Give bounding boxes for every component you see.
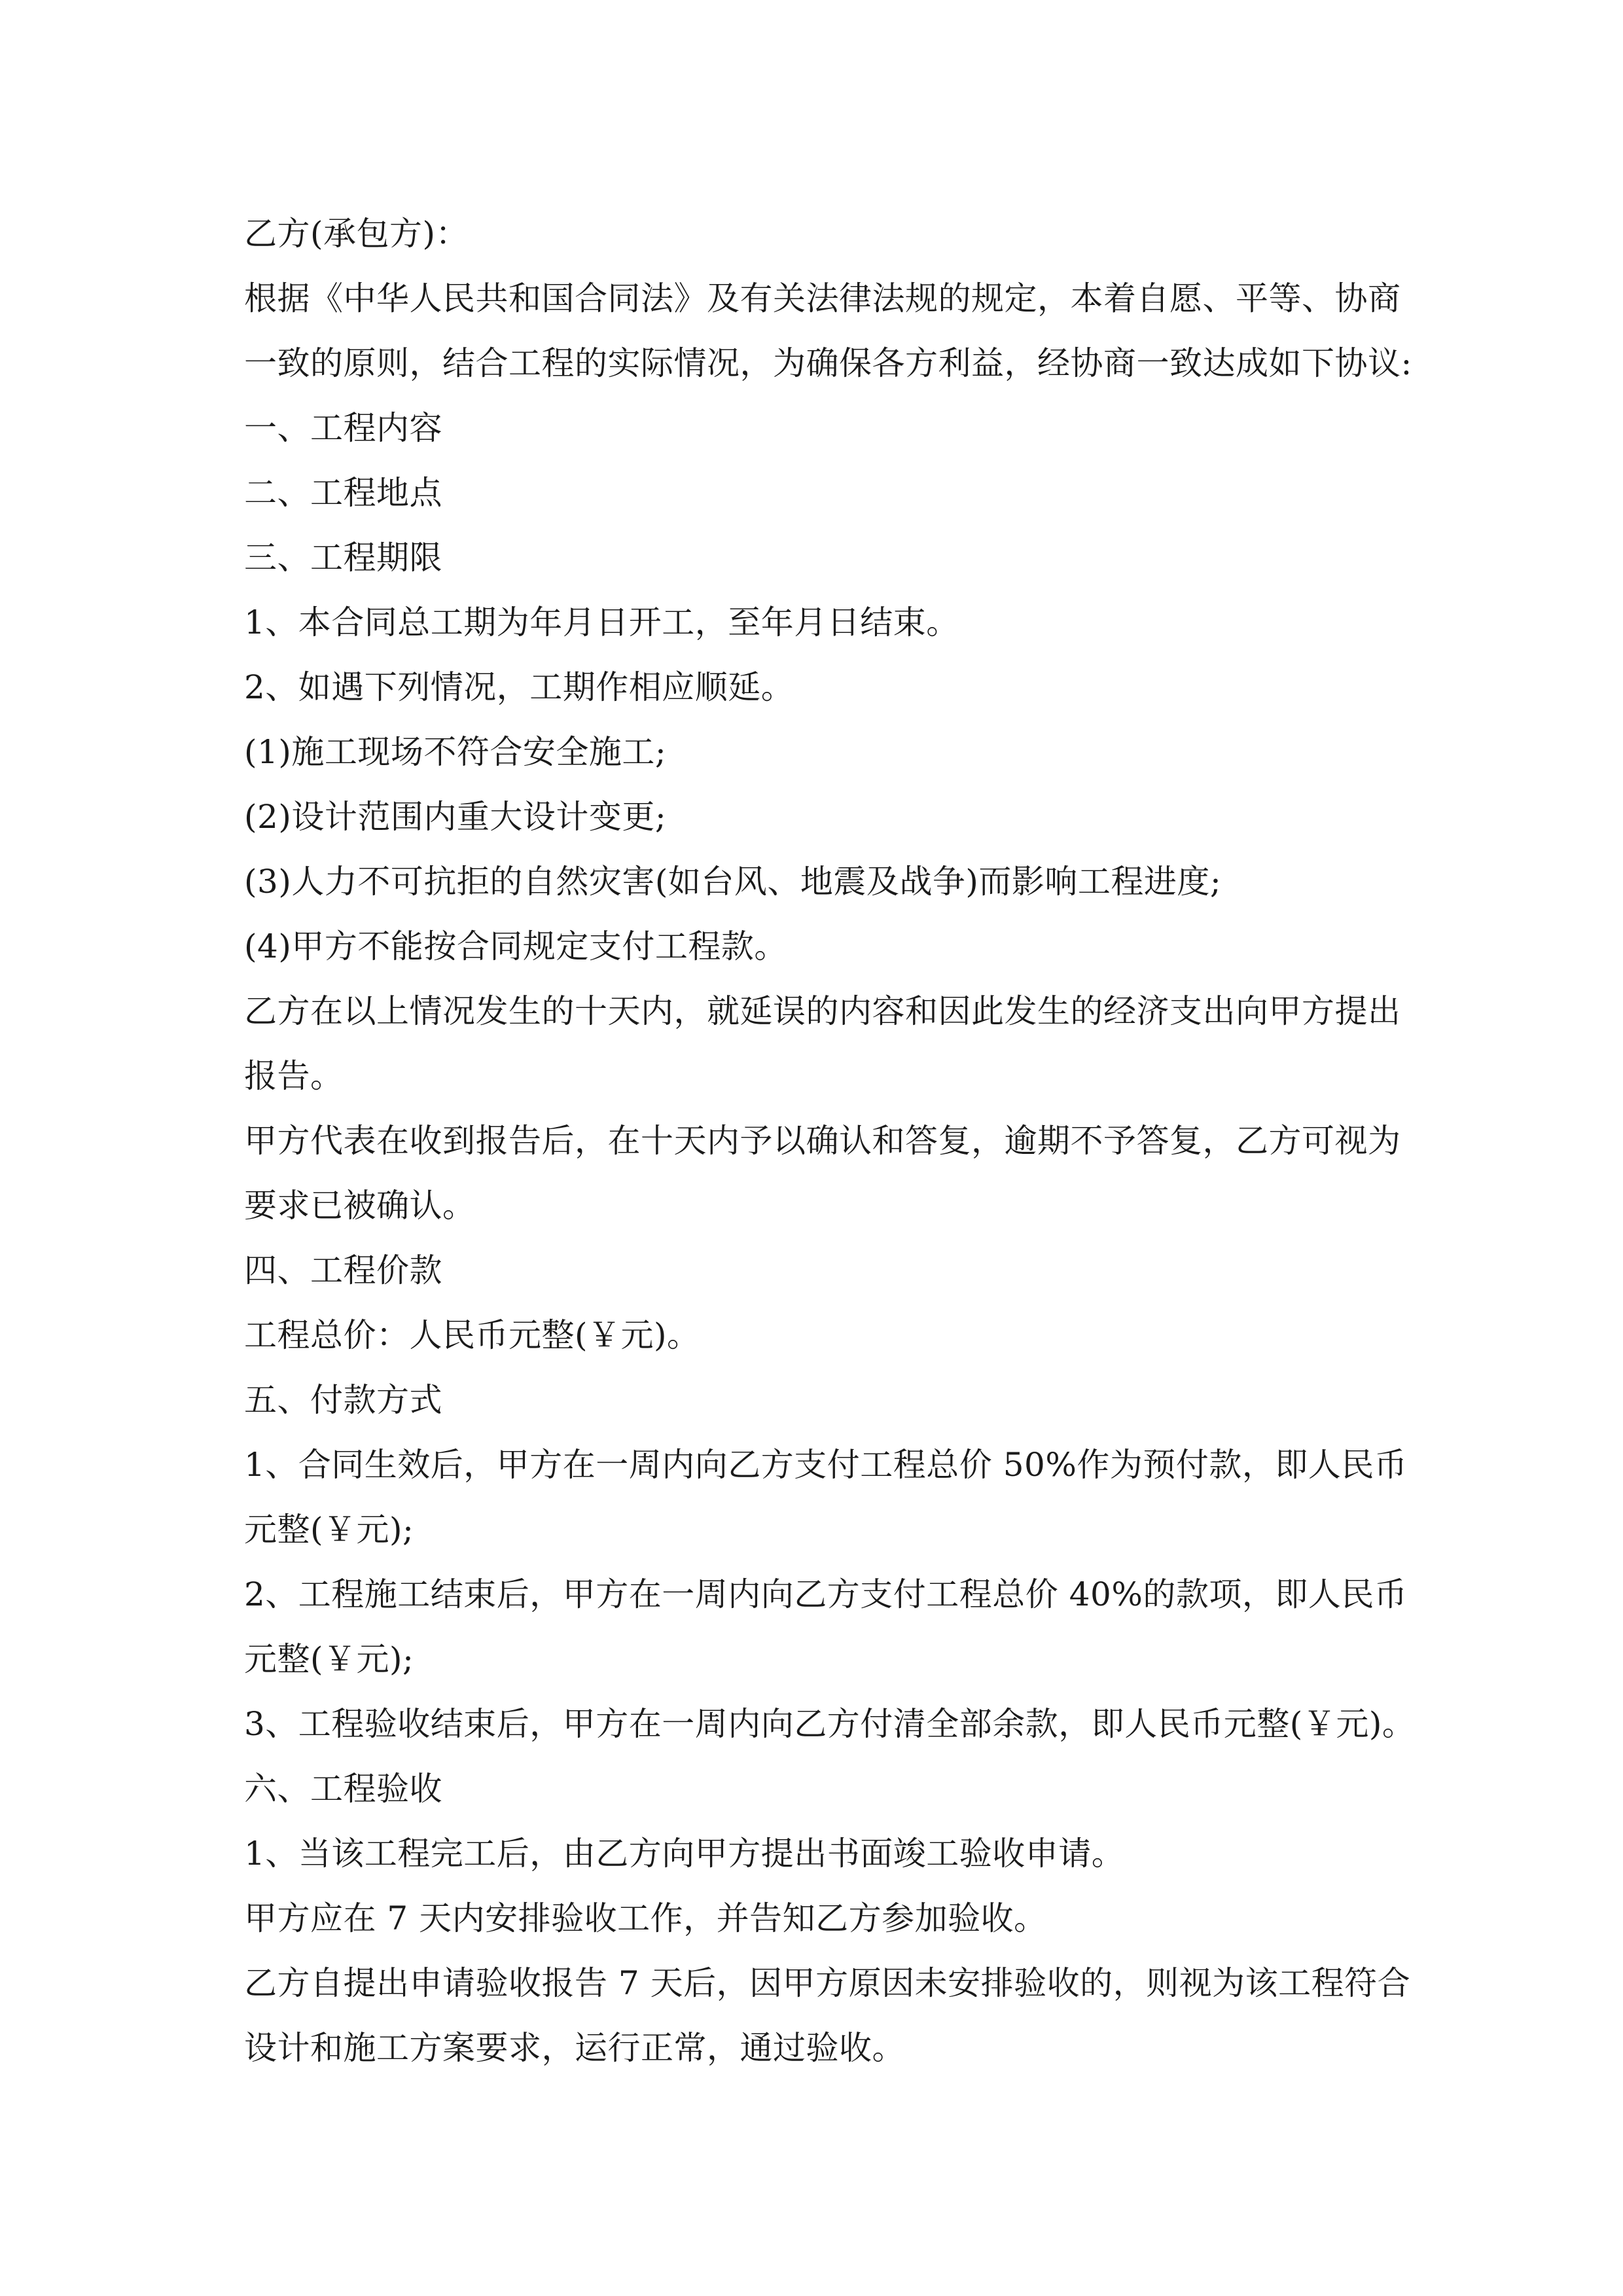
contract-paragraph bbox=[244, 1757, 1383, 1821]
contract-paragraph bbox=[244, 720, 1383, 785]
paragraph-line: 根据《中华人民共和国合同法》及有关法律法规的规定，本着自愿、平等、协商 bbox=[244, 279, 1401, 317]
paragraph-line: 2、如遇下列情况，工期作相应顺延。 bbox=[244, 668, 794, 706]
contract-paragraph bbox=[244, 1951, 1411, 2081]
paragraph-line: 乙方(承包方)： bbox=[244, 215, 469, 253]
paragraph-line: 五、付款方式 bbox=[244, 1381, 442, 1419]
contract-paragraph bbox=[244, 266, 1412, 396]
paragraph-line: 1、本合同总工期为年月日开工，至年月日结束。 bbox=[244, 603, 959, 641]
paragraph-line: 二、工程地点 bbox=[244, 474, 442, 512]
paragraph-line: 1、当该工程完工后，由乙方向甲方提出书面竣工验收申请。 bbox=[244, 1835, 1125, 1873]
contract-body bbox=[244, 202, 1416, 2081]
paragraph-line: 乙方自提出申请验收报告 7 天后，因甲方原因未安排验收的，则视为该工程符合 bbox=[244, 1964, 1411, 2002]
contract-paragraph bbox=[244, 1303, 1383, 1368]
contract-paragraph bbox=[244, 1109, 1401, 1238]
contract-paragraph bbox=[244, 202, 1383, 266]
contract-paragraph bbox=[244, 785, 1383, 850]
paragraph-line: 一、工程内容 bbox=[244, 409, 442, 447]
paragraph-line: 一致的原则，结合工程的实际情况，为确保各方利益，经协商一致达成如下协议: bbox=[244, 344, 1412, 382]
paragraph-line: 元整(￥元); bbox=[244, 1640, 414, 1678]
contract-paragraph bbox=[244, 914, 1383, 979]
paragraph-line: 3、工程验收结束后，甲方在一周内向乙方付清全部余款，即人民币元整(￥元)。 bbox=[244, 1705, 1416, 1743]
contract-paragraph bbox=[244, 461, 1383, 526]
contract-paragraph bbox=[244, 979, 1401, 1109]
paragraph-line: 六、工程验收 bbox=[244, 1770, 442, 1808]
contract-paragraph bbox=[244, 526, 1383, 590]
contract-paragraph bbox=[244, 1886, 1383, 1951]
paragraph-line: 三、工程期限 bbox=[244, 539, 442, 577]
paragraph-line: 元整(￥元); bbox=[244, 1511, 414, 1549]
contract-paragraph bbox=[244, 1238, 1383, 1303]
paragraph-line: (1)施工现场不符合安全施工; bbox=[244, 733, 667, 771]
contract-paragraph bbox=[244, 396, 1383, 461]
paragraph-line: 甲方应在 7 天内安排验收工作，并告知乙方参加验收。 bbox=[244, 1899, 1047, 1937]
contract-paragraph bbox=[244, 655, 1383, 720]
paragraph-line: (4)甲方不能按合同规定支付工程款。 bbox=[244, 927, 787, 965]
paragraph-line: 1、合同生效后，甲方在一周内向乙方支付工程总价 50%作为预付款，即人民币 bbox=[244, 1446, 1408, 1484]
contract-paragraph bbox=[244, 1821, 1383, 1886]
paragraph-line: 要求已被确认。 bbox=[244, 1187, 476, 1225]
paragraph-line: (3)人力不可抗拒的自然灾害(如台风、地震及战争)而影响工程进度; bbox=[244, 863, 1222, 901]
paragraph-line: 乙方在以上情况发生的十天内，就延误的内容和因此发生的经济支出向甲方提出 bbox=[244, 992, 1401, 1030]
contract-paragraph bbox=[244, 590, 1383, 655]
paragraph-line: 2、工程施工结束后，甲方在一周内向乙方支付工程总价 40%的款项，即人民币 bbox=[244, 1575, 1408, 1613]
paragraph-line: 甲方代表在收到报告后，在十天内予以确认和答复，逾期不予答复，乙方可视为 bbox=[244, 1122, 1401, 1160]
paragraph-line: 设计和施工方案要求，运行正常，通过验收。 bbox=[244, 2029, 905, 2067]
paragraph-line: 报告。 bbox=[244, 1057, 344, 1095]
paragraph-line: 工程总价：人民币元整(￥元)。 bbox=[244, 1316, 700, 1354]
contract-paragraph bbox=[244, 1433, 1408, 1562]
contract-paragraph bbox=[244, 1692, 1416, 1757]
contract-paragraph bbox=[244, 850, 1383, 914]
contract-paragraph bbox=[244, 1368, 1383, 1433]
contract-paragraph bbox=[244, 1562, 1408, 1692]
paragraph-line: (2)设计范围内重大设计变更; bbox=[244, 798, 667, 836]
paragraph-line: 四、工程价款 bbox=[244, 1251, 442, 1289]
